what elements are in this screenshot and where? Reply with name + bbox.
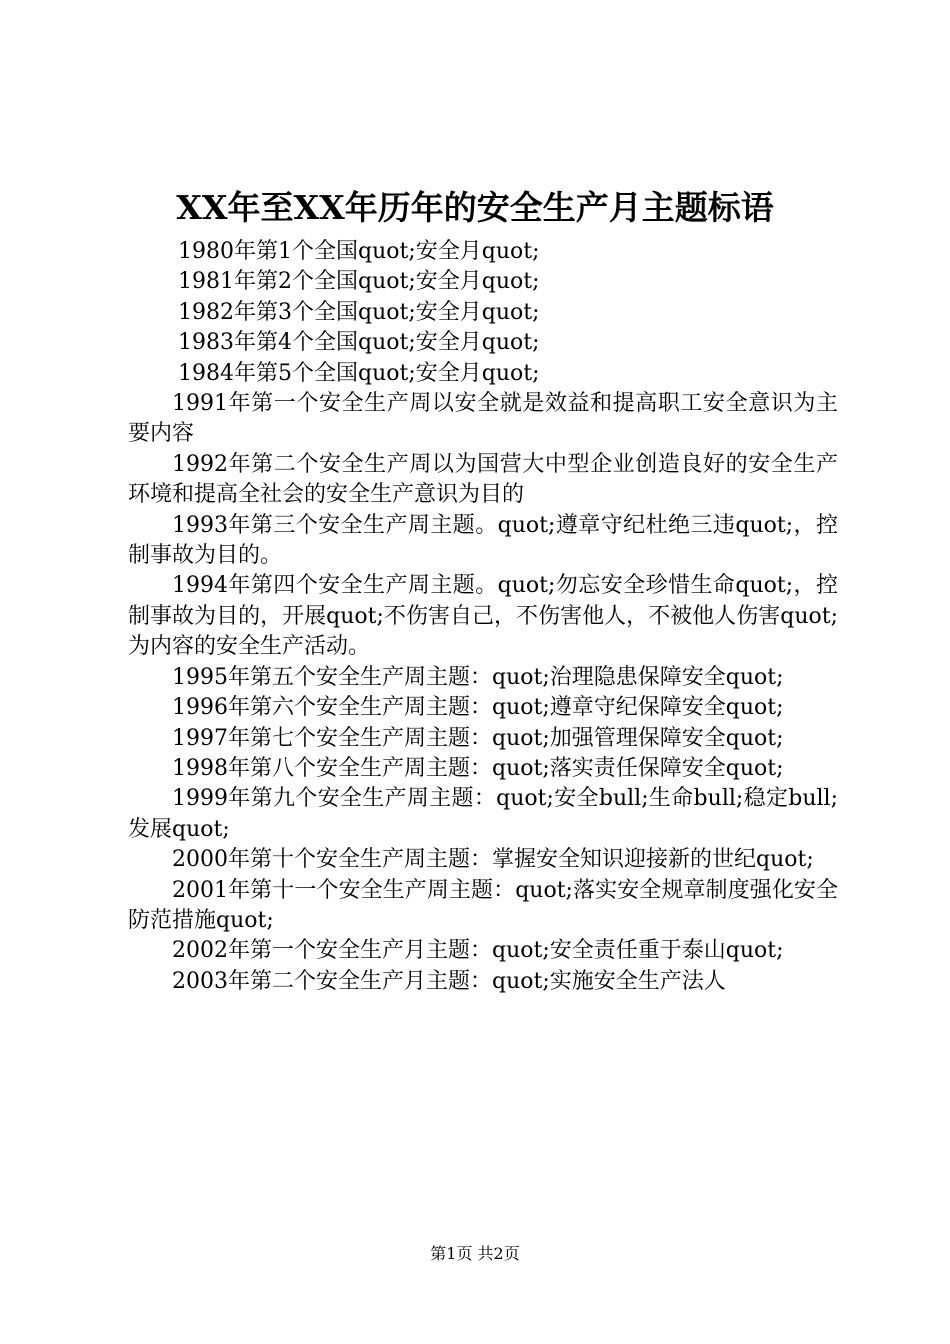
paragraph-1981: 1981年第2个全国quot;安全月quot; — [178, 269, 540, 295]
paragraph-1980: 1980年第1个全国quot;安全月quot; — [178, 239, 540, 264]
paragraph-1995: 1995年第五个安全生产周主题：quot;治理隐患保障安全quot; — [172, 664, 784, 690]
paragraph-1996: 1996年第六个安全生产周主题：quot;遵章守纪保障安全quot; — [172, 695, 784, 721]
paragraph-1994: 1994年第四个安全生产周主题。quot;勿忘安全珍惜生命quot;，控制事故为目的，开展quot;不伤害自己，不伤害他人，不被他人伤害quot;为内容的安全生产活动。 — [128, 573, 838, 660]
paragraph-1984: 1984年第5个全国quot;安全月quot; — [178, 360, 540, 386]
paragraph-1999: 1999年第九个安全生产周主题：quot;安全bull;生命bull;稳定bull;发展quot; — [128, 786, 838, 842]
paragraph-2003: 2003年第二个安全生产月主题：quot;实施安全生产法人 — [172, 968, 726, 994]
page-footer: 第1页 共2页 — [430, 1244, 520, 1263]
paragraph-1983: 1983年第4个全国quot;安全月quot; — [178, 330, 540, 356]
paragraph-1982: 1982年第3个全国quot;安全月quot; — [178, 299, 540, 325]
paragraph-2002: 2002年第一个安全生产月主题：quot;安全责任重于泰山quot; — [172, 938, 784, 964]
paragraph-2000: 2000年第十个安全生产周主题：掌握安全知识迎接新的世纪quot; — [172, 847, 814, 873]
paragraph-1993: 1993年第三个安全生产周主题。quot;遵章守纪杜绝三违quot;，控制事故为目的。 — [128, 512, 838, 569]
paragraph-1998: 1998年第八个安全生产周主题：quot;落实责任保障安全quot; — [172, 755, 784, 781]
paragraph-2001: 2001年第十一个安全生产周主题：quot;落实安全规章制度强化安全防范措施quot; — [128, 877, 838, 933]
document-body — [128, 237, 838, 997]
paragraph-1991: 1991年第一个安全生产周以安全就是效益和提高职工安全意识为主要内容 — [128, 391, 838, 447]
document-title: XX年至XX年历年的安全生产月主题标语 — [176, 188, 774, 227]
paragraph-1997: 1997年第七个安全生产周主题：quot;加强管理保障安全quot; — [172, 725, 784, 751]
paragraph-1992: 1992年第二个安全生产周以为国营大中型企业创造良好的安全生产环境和提高全社会的安全生产意识为目的 — [128, 451, 838, 508]
